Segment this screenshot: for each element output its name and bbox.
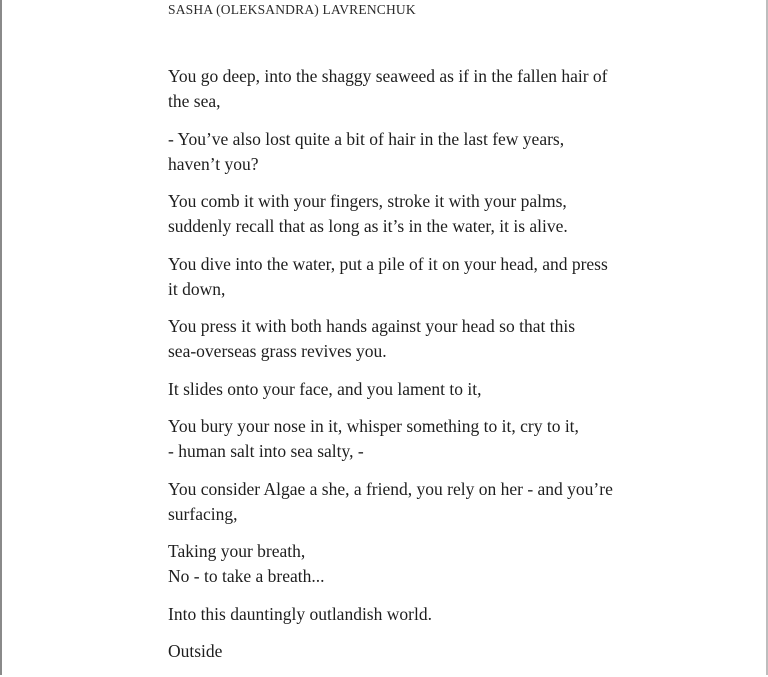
poem-body — [168, 64, 638, 677]
stanza — [168, 127, 638, 177]
poem-line: the sea, — [168, 91, 221, 111]
poem-line: No - to take a breath... — [168, 566, 325, 586]
poem-line: You consider Algae a she, a friend, you rely on her - and you’re — [168, 478, 613, 499]
page-edge-left — [0, 0, 2, 675]
poem-line: - You’ve also lost quite a bit of hair in the last few years, — [168, 128, 565, 149]
poem-line: You bury your nose in it, whisper something to it, cry to it, — [168, 416, 579, 436]
poem-line: Into this dauntingly outlandish world. — [168, 603, 432, 624]
poem-line: suddenly recall that as long as it’s in the water, it is alive. — [168, 216, 568, 236]
stanza — [168, 477, 638, 527]
stanza — [168, 377, 638, 402]
stanza — [168, 64, 638, 114]
poem-line: sea-overseas grass revives you. — [168, 341, 387, 361]
stanza — [168, 539, 638, 589]
stanza — [168, 314, 638, 364]
poem-line: Taking your breath, — [168, 541, 306, 561]
poem-line: haven’t you? — [168, 153, 259, 174]
stanza — [168, 602, 638, 627]
poem-line: You comb it with your fingers, stroke it with your palms, — [168, 191, 567, 211]
stanza — [168, 414, 638, 464]
poem-line: surfacing, — [168, 503, 238, 524]
stanza — [168, 252, 638, 302]
poem-line: You press it with both hands against your head so that this — [168, 316, 576, 336]
poem-line: it down, — [168, 278, 226, 299]
stanza — [168, 189, 638, 239]
poem-line: You go deep, into the shaggy seaweed as if in the fallen hair of — [168, 66, 608, 86]
stanza — [168, 639, 638, 664]
poem-line: You dive into the water, put a pile of it on your head, and press — [168, 253, 608, 274]
poem-line: - human salt into sea salty, - — [168, 441, 364, 461]
poem-line: Outside — [168, 641, 223, 661]
running-head-author: SASHA (OLEKSANDRA) LAVRENCHUK — [168, 2, 416, 17]
poem-line: It slides onto your face, and you lament to it, — [168, 378, 482, 399]
